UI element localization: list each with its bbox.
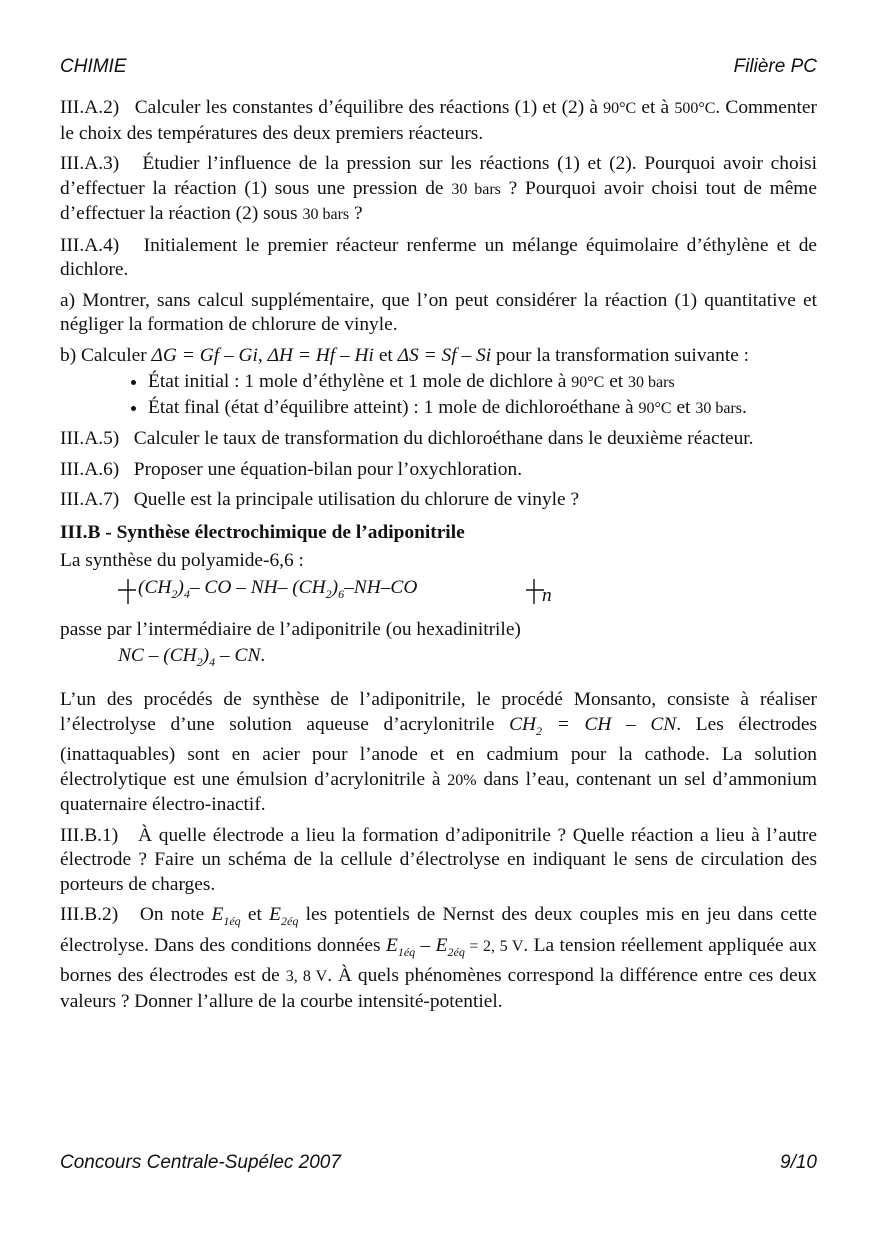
question-a3: III.A.3) Étudier l’influence de la pression sur les réactions (1) et (2). Pourquoi avoir choisi d’effectuer la réaction (1) sous une pression de 30 bars ? Pourquoi avoir choisi tout de même d’effectuer la réaction (2) sous 30 bars ? bbox=[60, 153, 817, 224]
document-body bbox=[60, 96, 817, 1020]
via-text: passe par l’intermédiaire de l’adiponitrile (ou hexadinitrile) bbox=[60, 618, 521, 640]
list-item: • État final (état d’équilibre atteint) : 1 mole de dichloroéthane à 90°C et 30 bars. bbox=[148, 396, 817, 422]
page-number: 9/10 bbox=[780, 1152, 817, 1173]
question-a4a: a) Montrer, sans calcul supplémentaire, que l’on peut considérer la réaction (1) quantitative et négliger la formation de chlorure de vinyle. bbox=[60, 289, 817, 335]
header-track: Filière PC bbox=[733, 56, 817, 77]
header-subject: CHIMIE bbox=[60, 56, 127, 77]
state-list bbox=[60, 370, 817, 421]
question-a4b: b) Calculer ΔG = Gf – Gi, ΔH = Hf – Hi et ΔS = Sf – Si pour la transformation suivante : bbox=[60, 344, 750, 366]
question-a7: III.A.7) Quelle est la principale utilisation du chlorure de vinyle ? bbox=[60, 489, 580, 510]
footer-contest: Concours Centrale-Supélec 2007 bbox=[60, 1152, 341, 1173]
question-b2: III.B.2) On note $E_{1éq}$ et $E_{2éq}$ les potentiels de Nernst des deux couples mis en jeu dans cette électrolyse. Dans des conditions données $E_{1éq} - E_{2éq} = 2$, 5 V. La tension réellement appliquée aux bornes des électrodes est de 3, 8 V. À quels phénomènes correspond la différence entre ces deux valeurs ? Donner l’allure de la courbe intensité-potentiel. bbox=[60, 904, 818, 1012]
question-a4: III.A.4) Initialement le premier réacteur renferme un mélange équimolaire d’éthylène et de dichlore. bbox=[60, 234, 817, 280]
polymer-formula: $(CH_2)_4-$ CO – NH– $(CH_2)_6-NH-CO$ n bbox=[118, 576, 817, 608]
section-heading: III.B - Synthèse électrochimique de l’adiponitrile bbox=[60, 521, 465, 543]
adiponitrile-formula: NC – $(CH_2)_4$ – CN. bbox=[118, 645, 266, 669]
question-b1: III.B.1) À quelle électrode a lieu la formation d’adiponitrile ? Quelle réaction a lieu à l’autre électrode ? Faire un schéma de la cellule d’électrolyse en indiquant le sens de circulation des porteurs de charges. bbox=[60, 824, 817, 895]
list-item: • État initial : 1 mole d’éthylène et 1 mole de dichlore à 90°C et 30 bars bbox=[148, 370, 817, 396]
intro-b: La synthèse du polyamide-6,6 : bbox=[60, 550, 304, 571]
bracket-left-icon bbox=[116, 576, 138, 606]
repeat-index: n bbox=[542, 584, 552, 606]
question-a2: III.A.2) Calculer les constantes d’équilibre des réactions (1) et (2) à 90°C et à 500°C. Commenter le choix des températures des deux premiers réacteurs. bbox=[60, 97, 817, 144]
question-a6: III.A.6) Proposer une équation-bilan pour l’oxychloration. bbox=[60, 458, 523, 480]
question-a5: III.A.5) Calculer le taux de transformation du dichloroéthane dans le deuxième réacteur. bbox=[60, 428, 754, 449]
monsanto-paragraph: L’un des procédés de synthèse de l’adiponitrile, le procédé Monsanto, consiste à réaliser l’électrolyse d’une solution aqueuse d’acrylonitrile $CH_2$ = CH – CN. Les électrodes (inattaquables) sont en acier pour l’anode et en cadmium pour la cathode. La solution électrolytique est une émulsion d’acrylonitrile à 20% dans l’eau, contenant un sel d’ammonium quaternaire électro-inactif. bbox=[60, 689, 817, 816]
